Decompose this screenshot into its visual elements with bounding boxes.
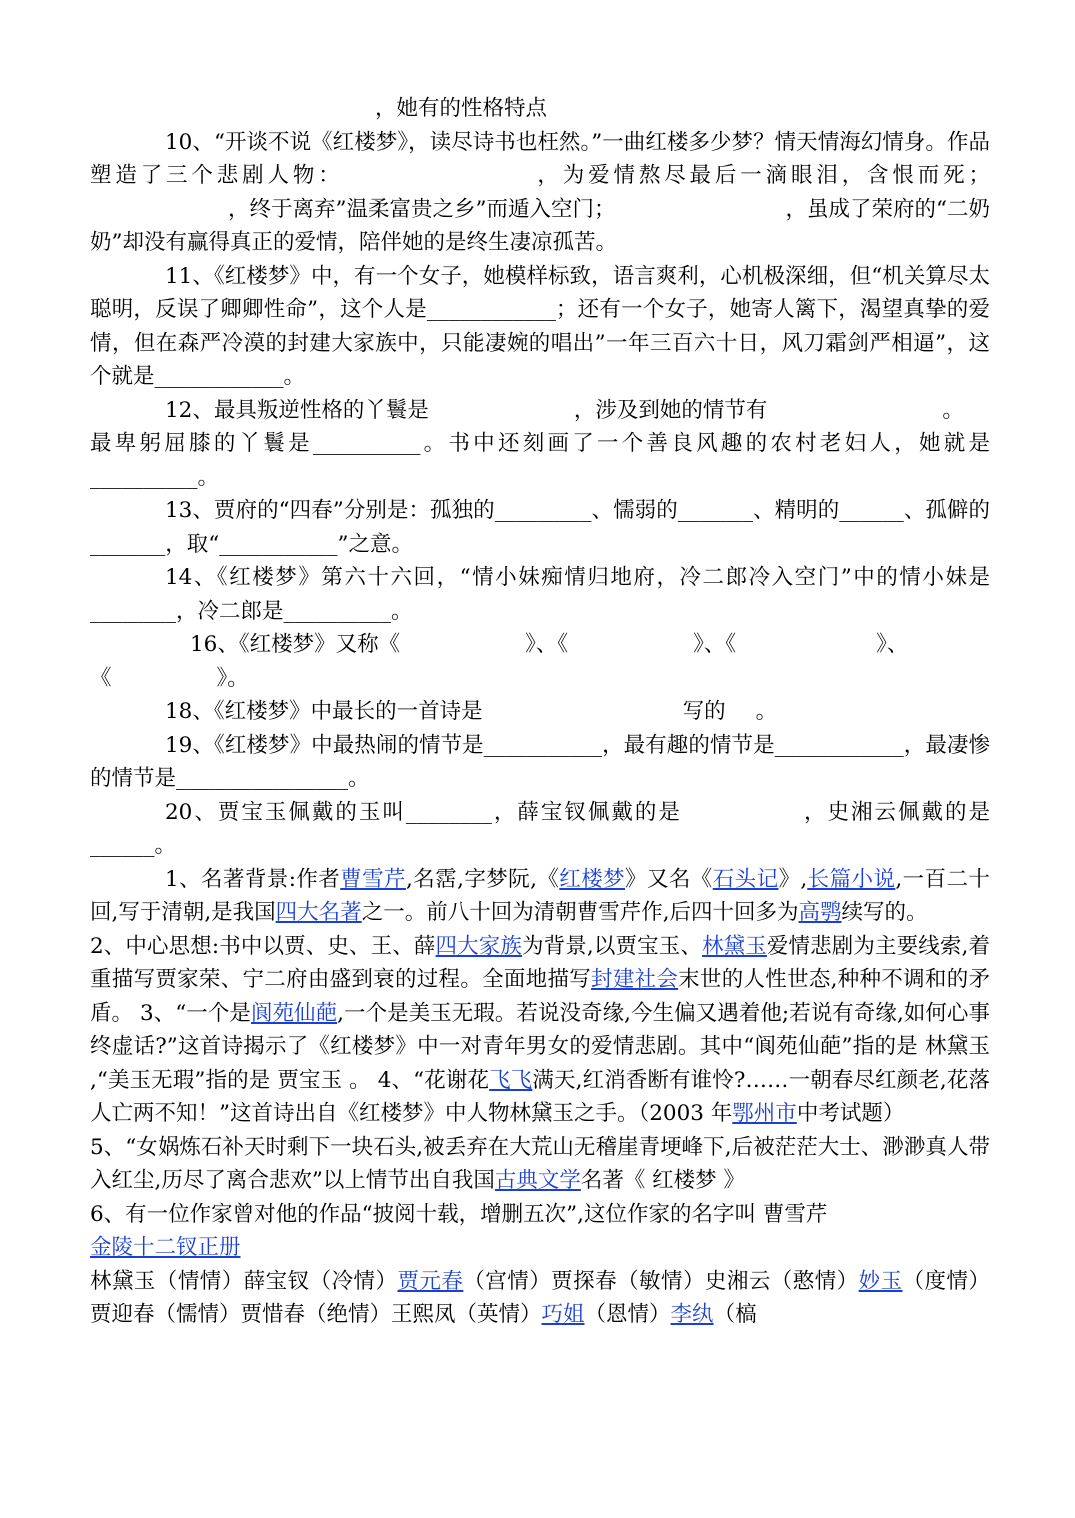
text: 12、最具叛逆性格的丫鬟是 — [165, 397, 429, 423]
question-16 — [90, 628, 990, 695]
text: ，虽成了荣府的“二奶奶”却没有赢得真正的爱情，陪伴她的是终生凄凉孤苦。 — [90, 196, 990, 255]
link-shitouji[interactable]: 石头记 — [712, 866, 779, 892]
link-miaoyu[interactable]: 妙玉 — [858, 1268, 903, 1294]
paragraph-theme — [90, 930, 990, 1131]
text: 》、《 — [525, 632, 569, 657]
text: 》。 — [216, 665, 249, 691]
text: ,一个是美玉无瑕。若说没奇缘,今生偏又遇着他;若说有奇缘,如何心事终虚话?”这首诗揭示了《红楼梦》中一对青年男女的爱情悲剧。其中“阆苑仙葩”指的是 林黛玉 ,“美玉无瑕”指的是 贾宝玉 。 4、“花谢花 — [90, 1000, 990, 1093]
question-13: 13、贾府的“四春”分别是：孤独的_________、懦弱的_______、精明的______、孤僻的_______，取“___________”之意。 — [90, 498, 990, 557]
text: （度情）贾迎春（懦情）贾惜春（绝情）王熙凤（英情） — [90, 1268, 990, 1327]
link-cao-xueqin[interactable]: 曹雪芹 — [340, 866, 406, 892]
text: 》、 — [876, 632, 909, 657]
link-feifei[interactable]: 飞飞 — [489, 1067, 533, 1093]
text: 20、贾宝玉佩戴的玉叫________，薛宝钗佩戴的是 — [165, 799, 682, 825]
text: 16、《红楼梦》又称《 — [190, 632, 401, 657]
text: ,一百二十回,写于清朝,是我国 — [90, 866, 990, 925]
text: 1、名著背景:作者 — [165, 866, 341, 892]
text: 中考试题） — [796, 1101, 905, 1126]
text: 为背景,以贾宝玉、 — [522, 933, 703, 959]
text: 2、中心思想:书中以贾、史、王、薛 — [90, 933, 436, 959]
link-gudian-wenxue[interactable]: 古典文学 — [494, 1168, 581, 1193]
paragraph-background — [90, 863, 990, 930]
document-page — [90, 92, 990, 1332]
question-10 — [90, 126, 990, 260]
link-langyuan-xianpa[interactable]: 阆苑仙葩 — [250, 1000, 338, 1026]
text: 写的 — [682, 699, 726, 724]
text: 林黛玉（情情）薛宝钗（冷情） — [90, 1268, 398, 1294]
text — [90, 662, 249, 696]
text: 续写的。 — [841, 900, 928, 925]
text: 满天,红消香断有谁怜?……一朝春尽红颜老,花落人亡两不知！”这首诗出自《红楼梦》中人物林黛玉之手。（2003 年 — [90, 1067, 990, 1126]
text: 爱情悲剧为主要线索,着重描写贾家荣、宁二府由盛到衰的过程。全面地描写 — [90, 933, 990, 992]
question-20 — [90, 796, 990, 863]
jinling-list — [90, 1265, 990, 1332]
text: 18、《红楼梦》中最长的一首诗是 — [165, 699, 483, 724]
text: 。 — [755, 699, 778, 724]
link-gao-e[interactable]: 高鹗 — [798, 900, 842, 925]
text: 名著《 红楼梦 》 — [580, 1168, 746, 1193]
link-lin-daiyu[interactable]: 林黛玉 — [702, 933, 767, 959]
question-18 — [90, 695, 990, 729]
link-ezhou[interactable]: 鄂州市 — [732, 1101, 797, 1126]
question-14: 14、《红楼梦》第六十六回，“情小妹痴情归地府，冷二郎冷入空门”中的情小妹是________，冷二郎是__________。 — [90, 565, 990, 624]
link-jia-yuanchun[interactable]: 贾元春 — [397, 1268, 464, 1294]
text: 。 — [942, 397, 964, 423]
text: 》、《 — [693, 632, 737, 657]
text: 》, — [778, 866, 808, 892]
link-sida-mingzhu[interactable]: 四大名著 — [275, 900, 362, 925]
jinling-title — [90, 1231, 990, 1265]
text: 末世的人性世态,种种不调和的矛盾。 3、“一个是 — [90, 967, 990, 1026]
text: ，史湘云佩戴的是______。 — [90, 799, 990, 858]
text: ，涉及到她的情节有 — [573, 397, 768, 423]
text: 之一。前八十回为清朝曹雪芹作,后四十回多为 — [361, 900, 799, 925]
paragraph-5 — [90, 1131, 990, 1198]
paragraph-6: 6、有一位作家曾对他的作品“披阅十载，增删五次”,这位作家的名字叫 曹雪芹 — [90, 1201, 828, 1227]
text: 最卑躬屈膝的丫鬟是__________。书中还刻画了一个善良风趣的农村老妇人，她就是__________。 — [90, 431, 990, 490]
text: 5、“女娲炼石补天时剩下一块石头,被丢弃在大荒山无稽崖青埂峰下,后被茫茫大士、渺渺真人带入红尘,历尽了离合悲欢”以上情节出自我国 — [90, 1134, 990, 1193]
text: 》又名《 — [625, 866, 713, 892]
link-qiaojie[interactable]: 巧姐 — [541, 1302, 585, 1327]
text: ,名霑,字梦阮,《 — [405, 866, 560, 892]
link-li-wan[interactable]: 李纨 — [670, 1302, 714, 1327]
question-12 — [90, 394, 990, 495]
link-jinling-shierchai[interactable]: 金陵十二钗正册 — [90, 1235, 241, 1260]
text: ，她有的性格特点 — [375, 96, 548, 121]
text: ，终于离弃”温柔富贵之乡”而遁入空门； — [228, 196, 616, 222]
link-hongloumeng[interactable]: 红楼梦 — [559, 866, 626, 892]
text: （槁 — [713, 1302, 757, 1327]
question-19: 19、《红楼梦》中最热闹的情节是___________，最有趣的情节是____________，最凄惨的情节是________________。 — [90, 732, 990, 791]
text: 《 — [90, 665, 112, 691]
link-changpian-xiaoshuo[interactable]: 长篇小说 — [807, 866, 896, 892]
link-fengjian-shehui[interactable]: 封建社会 — [591, 967, 679, 992]
question-11: 11、《红楼梦》中，有一个女子，她模样标致，语言爽利，心机极深细，但“机关算尽太聪明，反误了卿卿性命”，这个人是____________；还有一个女子，她寄人篱下，渴望真挚的爱情，但在森严冷漠的封建大家族中，只能凄婉的唱出”一年三百六十日，风刀霜剑严相逼”，这个就是____________。 — [90, 263, 990, 389]
link-sida-jiazu[interactable]: 四大家族 — [435, 933, 523, 959]
text: （恩情） — [584, 1302, 671, 1327]
text: 10、“开谈不说《红楼梦》，读尽诗书也枉然。”一曲红楼多少梦？情天情海幻情身。作品塑造了三个悲剧人物： — [90, 129, 990, 188]
line-personality — [90, 92, 990, 126]
text: （宫情）贾探春（敏情）史湘云（憨情） — [463, 1268, 859, 1294]
text: ，为爱情熬尽最后一滴眼泪，含恨而死； — [533, 163, 990, 188]
